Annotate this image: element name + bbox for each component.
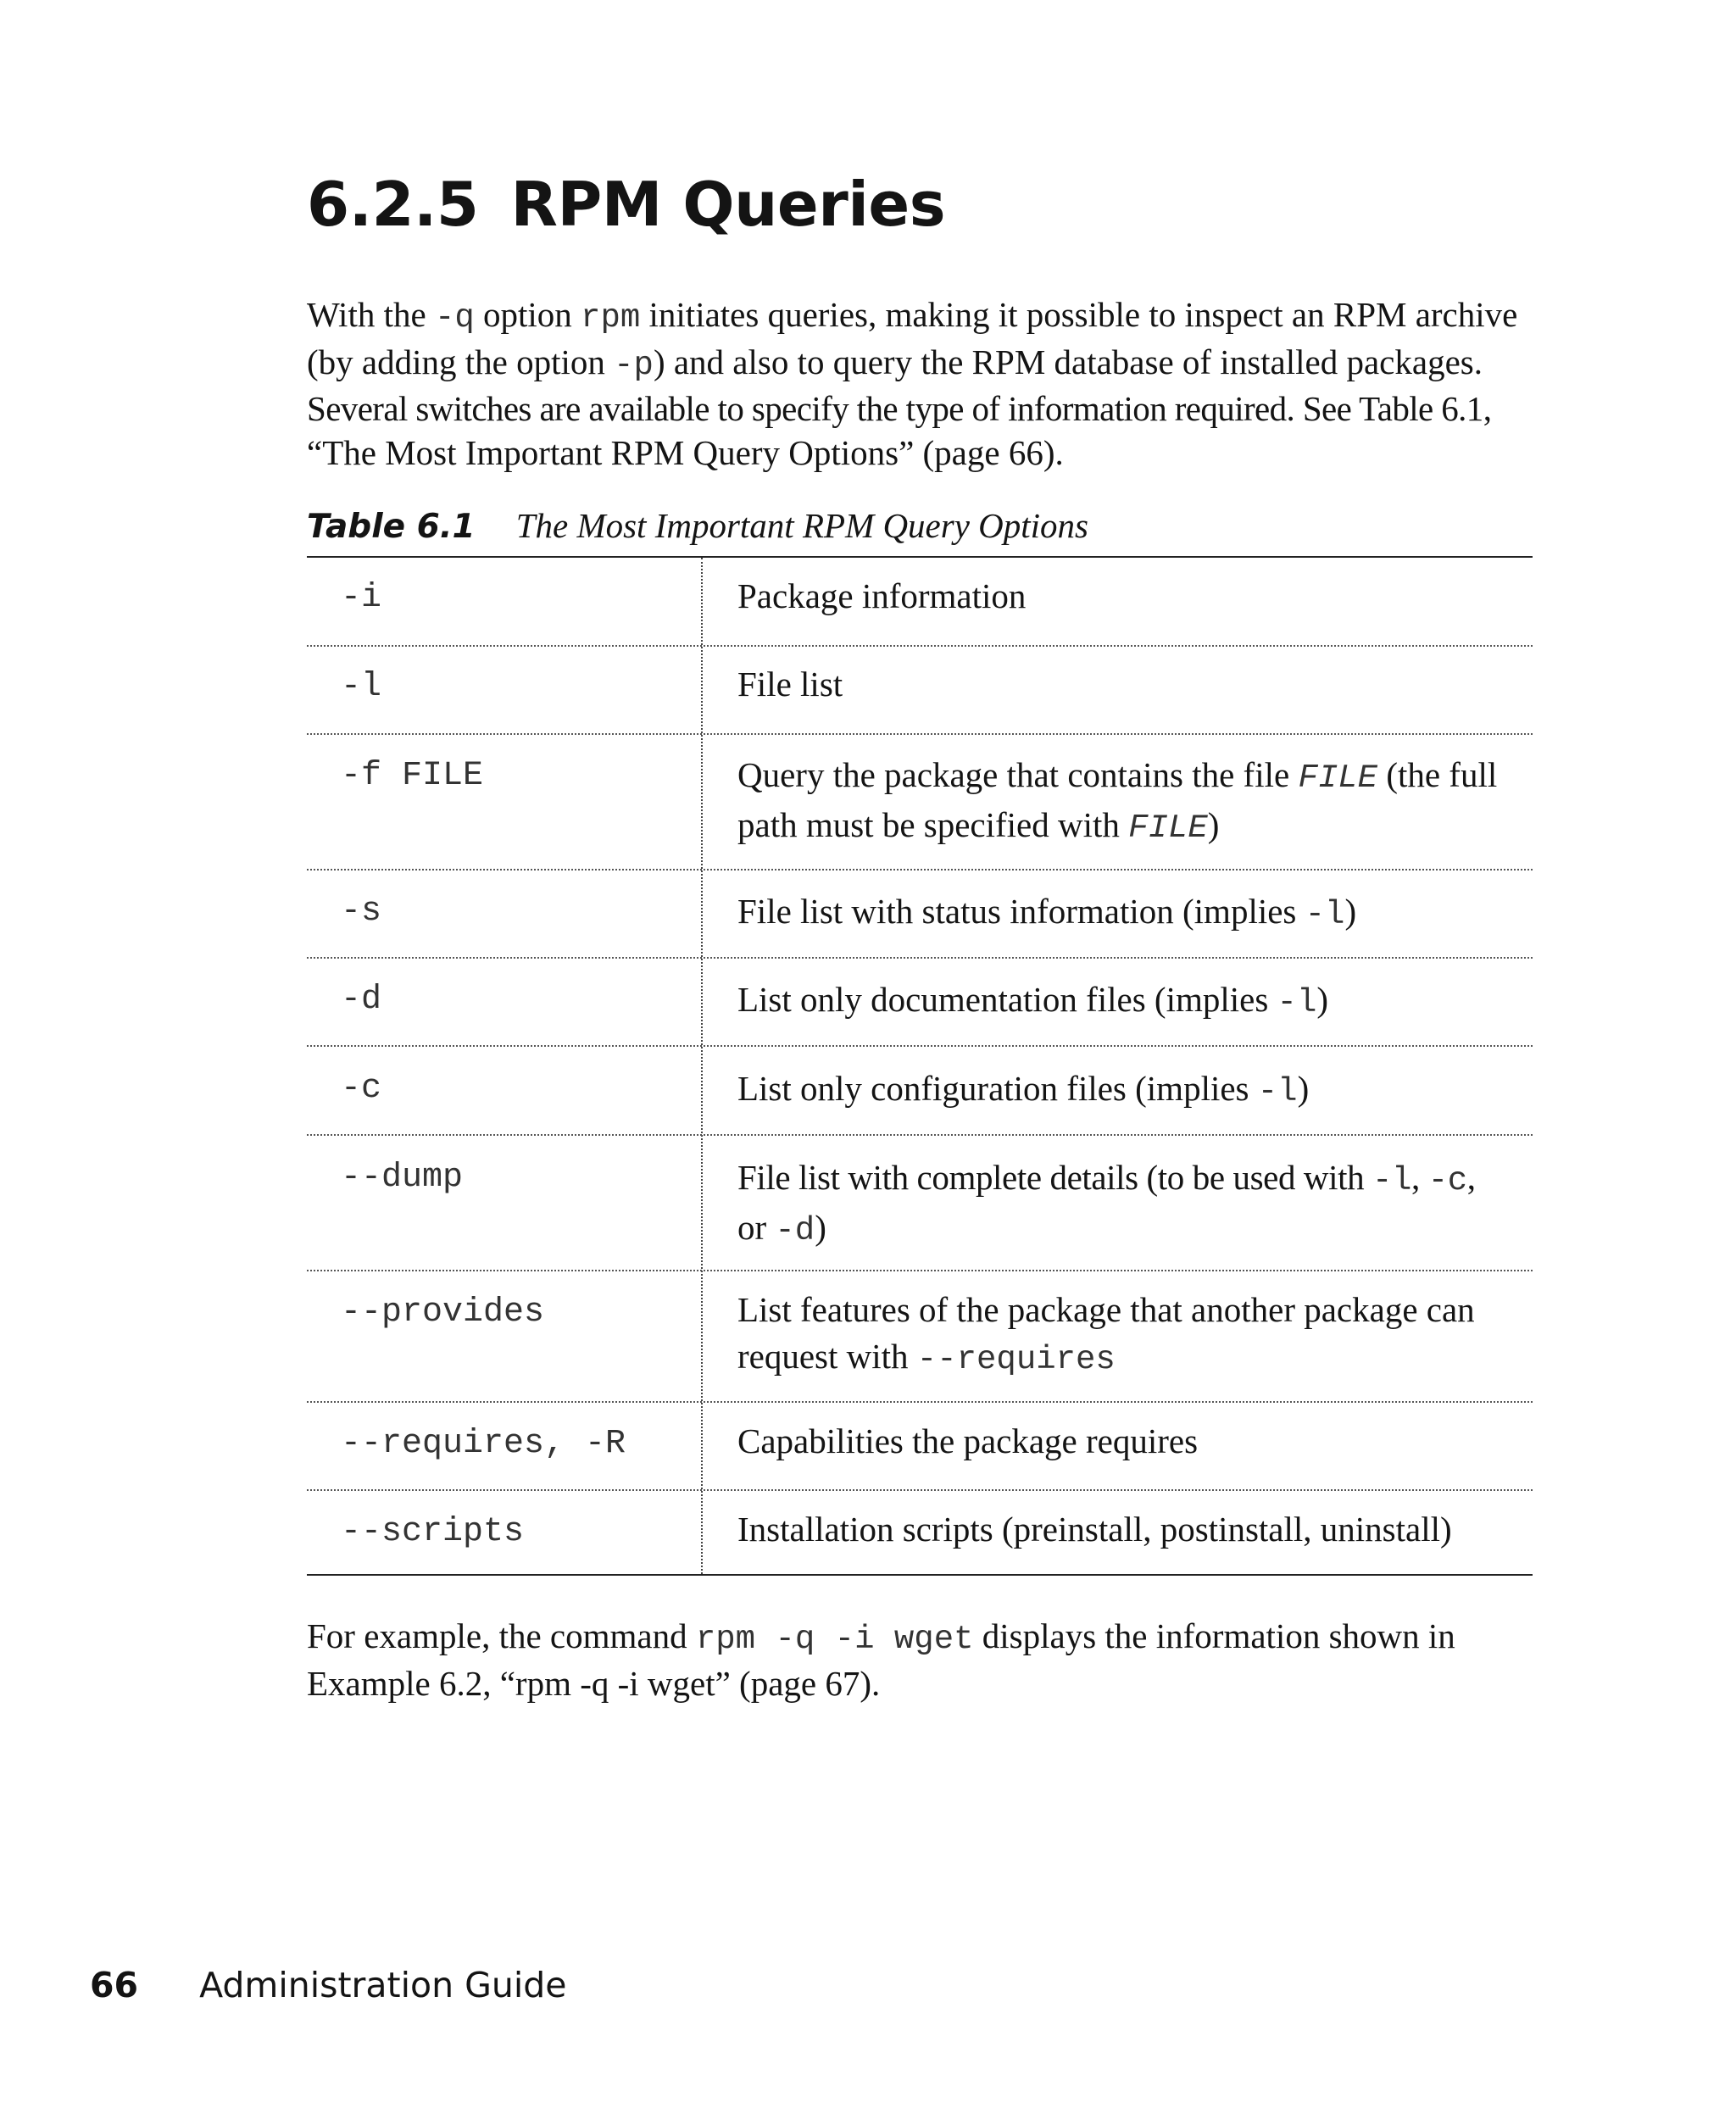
text: ) and also to query the RPM database of installed packages.	[653, 342, 1483, 381]
description-cell	[737, 752, 1517, 852]
text: File list	[737, 665, 843, 704]
row-separator	[307, 1270, 1533, 1271]
text: File list with status information (implies	[737, 892, 1305, 931]
inline-code: -l	[1257, 1073, 1298, 1110]
description-cell	[737, 1154, 1517, 1254]
table-bottom-rule	[307, 1574, 1533, 1576]
text: )	[1297, 1069, 1310, 1108]
text: List features of the package that another package can	[737, 1290, 1475, 1329]
row-separator	[307, 733, 1533, 735]
page-number: 66	[90, 1965, 139, 2005]
option-cell: -i	[341, 579, 382, 617]
description-cell	[737, 1287, 1517, 1383]
table-title: The Most Important RPM Query Options	[515, 506, 1089, 545]
inline-code: rpm	[581, 299, 641, 337]
example-cross-reference-link[interactable]: Example 6.2, “rpm -q -i wget” (page 67).	[307, 1663, 881, 1703]
inline-code: -l	[1305, 896, 1345, 933]
text: ,	[1466, 1158, 1476, 1197]
inline-code: -l	[1277, 984, 1317, 1021]
row-separator	[307, 869, 1533, 870]
row-separator	[307, 645, 1533, 647]
inline-code: -l	[1372, 1162, 1412, 1199]
text: )	[1344, 892, 1357, 931]
inline-code: FILE	[1298, 759, 1378, 797]
text: List only configuration files (implies	[737, 1069, 1258, 1108]
text: File list with complete details (to be used with	[737, 1158, 1373, 1197]
row-separator	[307, 1489, 1533, 1491]
option-cell: --provides	[341, 1293, 545, 1332]
option-cell: -c	[341, 1070, 382, 1108]
table-cross-reference-link[interactable]: “The Most Important RPM Query Options” (page 66).	[307, 432, 1064, 472]
description-cell	[737, 573, 1517, 620]
table-label: Table 6.1	[307, 508, 476, 546]
option-cell: --dump	[341, 1159, 464, 1197]
description-cell	[737, 888, 1517, 938]
text-with-table-link[interactable]: Several switches are available to specify the type of information required. See Table 6.1,	[307, 389, 1492, 428]
text: path must be specified with	[737, 805, 1129, 844]
text: (the full	[1377, 755, 1498, 794]
description-cell	[737, 661, 1517, 708]
inline-code: -q	[434, 299, 475, 337]
text: ,	[1411, 1158, 1428, 1197]
inline-code: --requires	[916, 1341, 1116, 1378]
section-number: 6.2.5	[307, 169, 479, 240]
text: Installation scripts (preinstall, postinstall, uninstall)	[737, 1510, 1452, 1549]
text: Capabilities the package requires	[737, 1421, 1199, 1460]
section-title: RPM Queries	[510, 169, 946, 240]
text: or	[737, 1208, 776, 1247]
outro-paragraph	[307, 1615, 1536, 1705]
row-separator	[307, 1401, 1533, 1403]
text: initiates queries, making it possible to inspect an RPM archive	[640, 295, 1518, 334]
inline-code: rpm -q -i wget	[695, 1621, 974, 1658]
text: )	[1316, 980, 1329, 1019]
page-footer	[90, 1965, 567, 2005]
text: )	[815, 1208, 826, 1247]
description-cell	[737, 1418, 1517, 1465]
text: request with	[737, 1337, 917, 1376]
inline-code: -c	[1427, 1162, 1467, 1199]
table-top-rule	[307, 556, 1533, 558]
option-cell: --requires, -R	[341, 1425, 626, 1463]
option-cell: -f FILE	[341, 757, 484, 795]
description-cell	[737, 1065, 1517, 1115]
row-separator	[307, 957, 1533, 959]
option-cell: -l	[341, 668, 382, 706]
intro-paragraph	[307, 293, 1536, 475]
text: With the	[307, 295, 435, 334]
text: Package information	[737, 576, 1027, 615]
book-title: Administration Guide	[199, 1965, 567, 2005]
text: For example, the command	[307, 1616, 696, 1655]
text: Query the package that contains the file	[737, 755, 1299, 794]
text: displays the information shown in	[973, 1616, 1455, 1655]
table-caption	[307, 505, 1088, 546]
option-cell: --scripts	[341, 1513, 525, 1551]
inline-code: FILE	[1128, 809, 1208, 847]
table-column-divider	[701, 558, 703, 1574]
description-cell	[737, 976, 1517, 1026]
row-separator	[307, 1134, 1533, 1136]
inline-code: -p	[614, 346, 654, 384]
option-cell: -s	[341, 893, 382, 931]
inline-code: -d	[775, 1212, 815, 1249]
text: (by adding the option	[307, 342, 615, 381]
option-cell: -d	[341, 981, 382, 1019]
row-separator	[307, 1045, 1533, 1047]
text: )	[1207, 805, 1220, 844]
description-cell	[737, 1506, 1517, 1553]
text: option	[474, 295, 581, 334]
section-heading	[307, 169, 946, 240]
text: List only documentation files (implies	[737, 980, 1277, 1019]
